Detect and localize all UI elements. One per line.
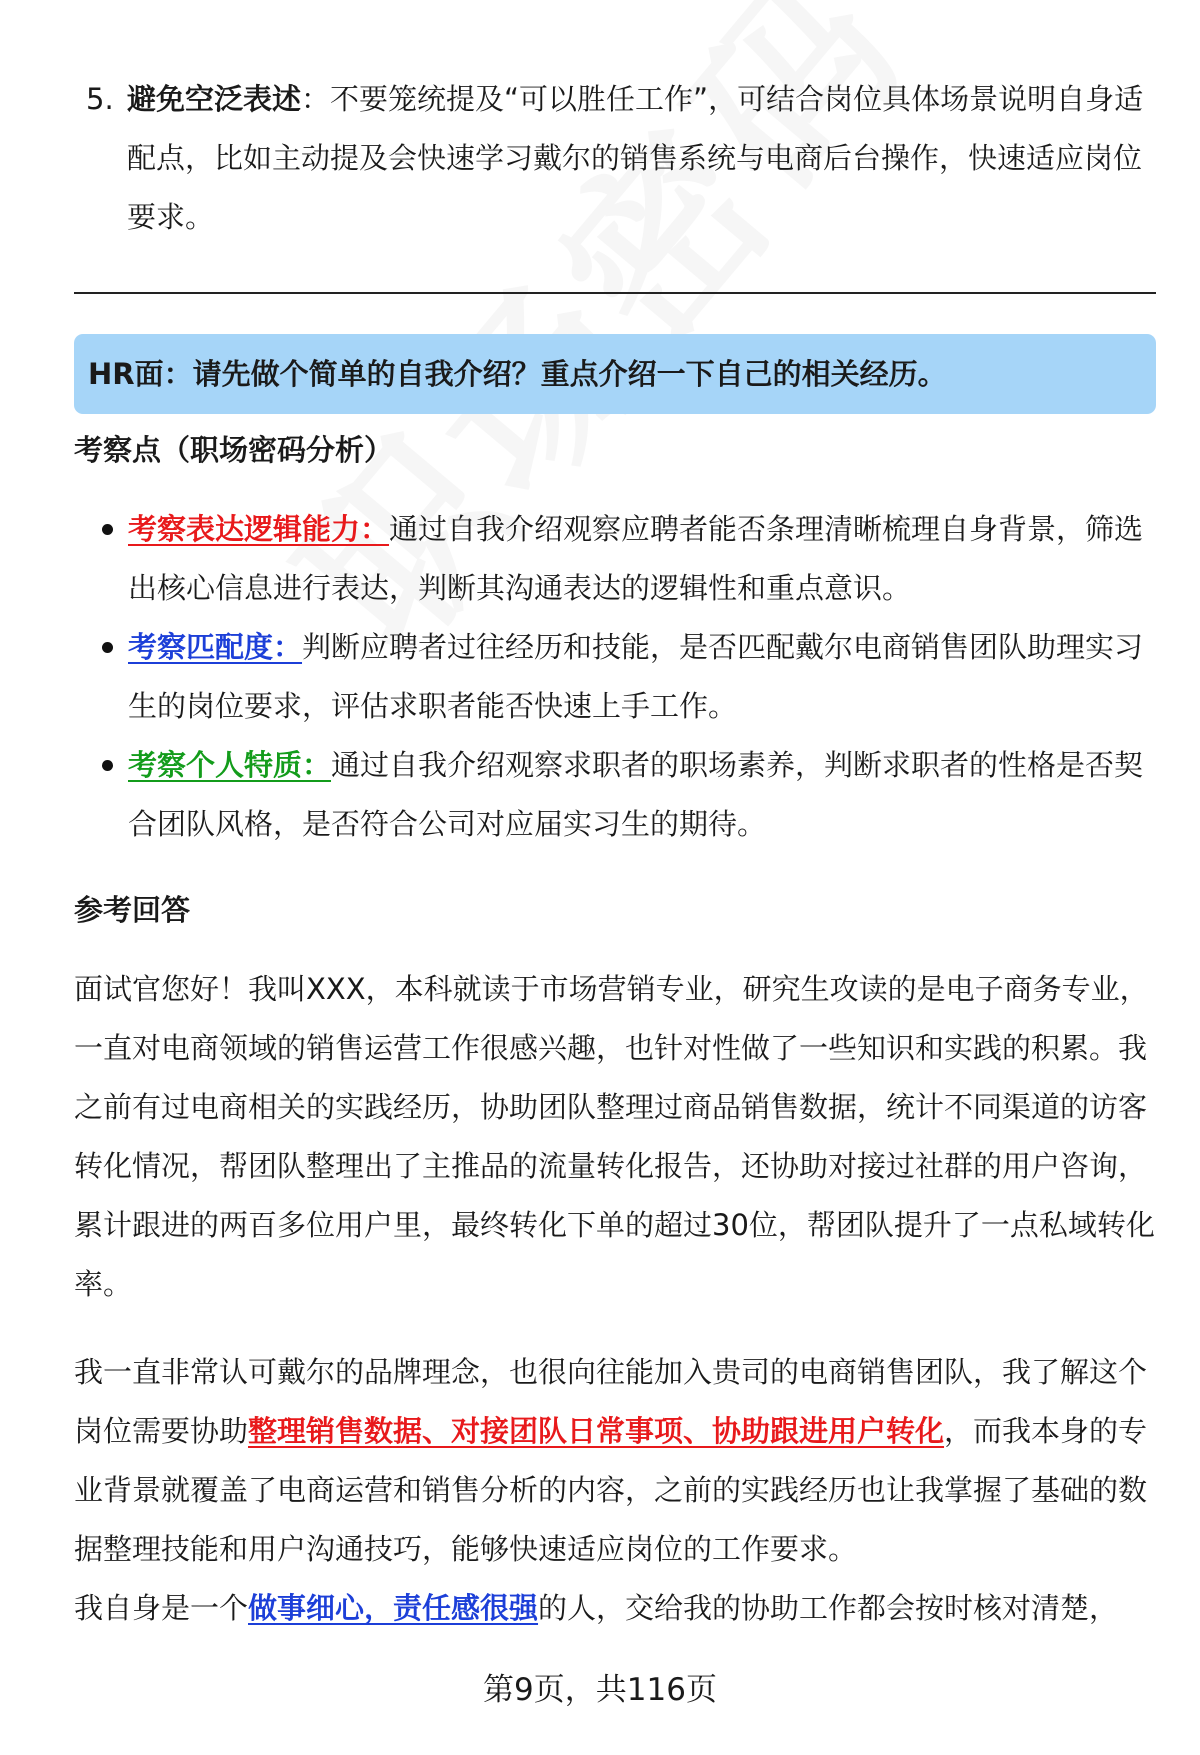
bullet-label: 考察匹配度： (128, 630, 303, 664)
bullet-dot-icon (102, 642, 113, 653)
bullet-item (128, 736, 1148, 854)
page-footer: 第9页，共116页 (483, 1672, 717, 1708)
answer-paragraph-2 (74, 1343, 1156, 1579)
paragraph-text: 我一直非常认可戴尔的品牌理念，也很向往能加入贵司的电商销售团队，我了解这个岗位需要协助 (74, 1355, 1148, 1448)
list-item-5 (86, 70, 1146, 247)
list-item-colon: ： (301, 82, 331, 116)
highlight-text: 整理销售数据、对接团队日常事项、协助跟进用户转化 (248, 1414, 945, 1448)
kaocha-heading: 考察点（职场密码分析） (74, 433, 394, 467)
hr-question-banner: HR面：请先做个简单的自我介绍？重点介绍一下自己的相关经历。 (74, 334, 1156, 414)
list-item-body (127, 70, 1146, 247)
paragraph-text: 的人，交给我的协助工作都会按时核对清楚， (538, 1591, 1119, 1625)
answer-heading: 参考回答 (74, 893, 191, 927)
kaocha-bullet-list (128, 500, 1148, 854)
answer-paragraph-1: 面试官您好！我叫XXX，本科就读于市场营销专业，研究生攻读的是电子商务专业，一直对电商领域的销售运营工作很感兴趣，也针对性做了一些知识和实践的积累。我之前有过电商相关的实践经历，协助团队整理过商品销售数据，统计不同渠道的访客转化情况，帮团队整理出了主推品的流量转化报告，还协助对接过社群的用户咨询，累计跟进的两百多位用户里，最终转化下单的超过30位，帮团队提升了一点私域转化率。 (74, 972, 1155, 1301)
bullet-text: 通过自我介绍观察应聘者能否条理清晰梳理自身背景，筛选出核心信息进行表达，判断其沟通表达的逻辑性和重点意识。 (128, 512, 1144, 605)
highlight-text: 做事细心，责任感很强 (248, 1591, 539, 1625)
bullet-dot-icon (102, 524, 113, 535)
list-item-text: 不要笼统提及“可以胜任工作”，可结合岗位具体场景说明自身适配点，比如主动提及会快速学习戴尔的销售系统与电商后台操作，快速适应岗位要求。 (127, 82, 1144, 234)
bullet-label: 考察个人特质： (128, 748, 332, 782)
list-item-title: 避免空泛表述 (127, 82, 302, 116)
paragraph-text: ，而我本身的专业背景就覆盖了电商运营和销售分析的内容，之前的实践经历也让我掌握了基础的数据整理技能和用户沟通技巧，能够快速适应岗位的工作要求。 (74, 1414, 1148, 1566)
section-divider (74, 292, 1156, 294)
bullet-item (128, 618, 1148, 736)
answer-paragraph-3 (74, 1579, 1156, 1638)
bullet-dot-icon (102, 760, 113, 771)
bullet-text: 判断应聘者过往经历和技能，是否匹配戴尔电商销售团队助理实习生的岗位要求，评估求职者能否快速上手工作。 (128, 630, 1144, 723)
bullet-item (128, 500, 1148, 618)
list-number: 5. (86, 82, 114, 116)
bullet-label: 考察表达逻辑能力： (128, 512, 390, 546)
bullet-text: 通过自我介绍观察求职者的职场素养，判断求职者的性格是否契合团队风格，是否符合公司对应届实习生的期待。 (128, 748, 1144, 841)
paragraph-text: 我自身是一个 (74, 1591, 249, 1625)
